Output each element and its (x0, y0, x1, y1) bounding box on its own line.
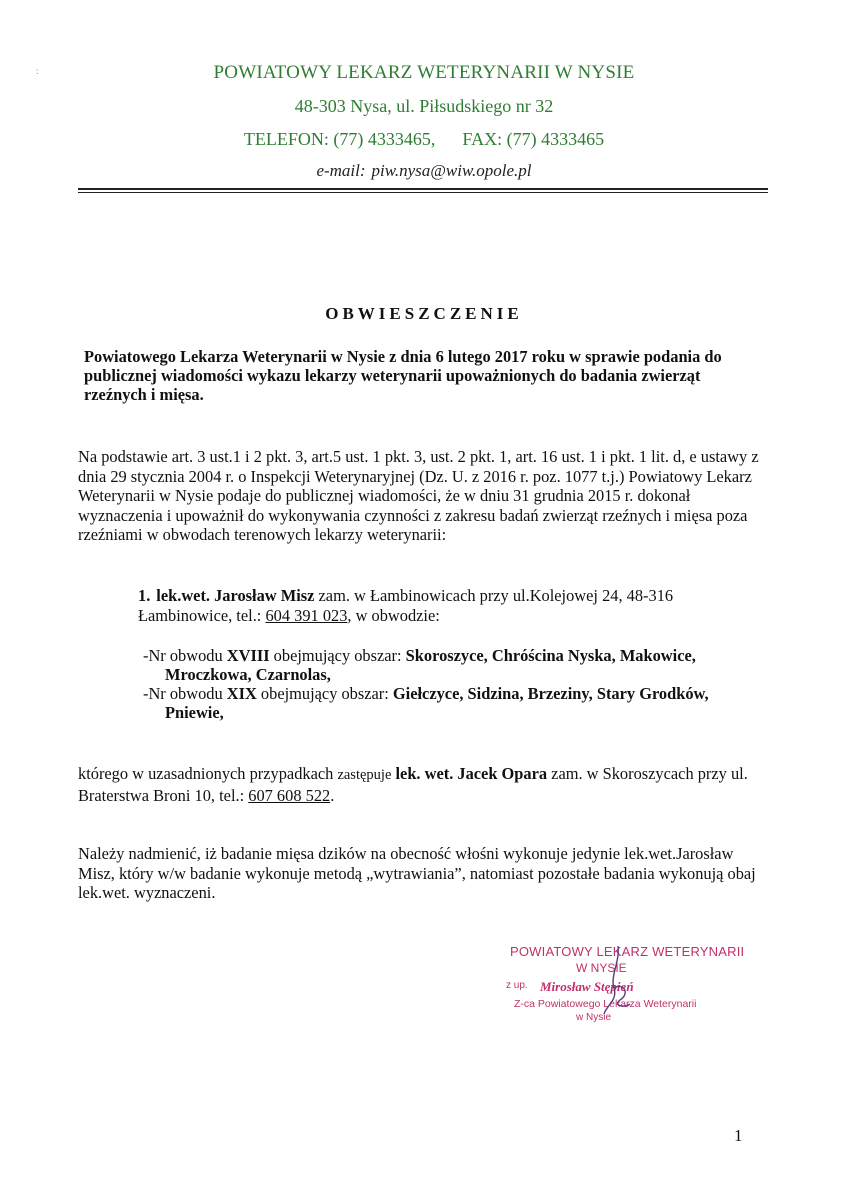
paragraph-substitute: którego w uzasadnionych przypadkach zastępuje lek. wet. Jacek Opara zam. w Skoroszycach przy ul. Braterstwa Broni 10, tel.: 607 608 522. (78, 764, 748, 805)
stamp-prefix: z up. (506, 980, 528, 991)
page-number: 1 (734, 1126, 743, 1145)
paragraph-note: Należy nadmienić, iż badanie mięsa dzików na obecność włośni wykonuje jedynie lek.wet.Jarosław Misz, który w/w badanie wykonuje metodą „wytrawiania”, natomiast pozostałe badania wykonują obaj lek.wet. wyznaczeni. (78, 844, 756, 903)
vet-phone: 604 391 023 (265, 605, 348, 625)
stamp-role: Z-ca Powiatowego Lekarza Weterynarii (514, 998, 697, 1010)
document-title: OBWIESZCZENIE (325, 304, 523, 323)
vet-name: lek.wet. Jarosław Misz (156, 586, 315, 605)
substitute-vet-name: lek. wet. Jacek Opara (391, 764, 548, 783)
district-list (143, 646, 743, 722)
stamp-place: w Nysie (576, 1012, 612, 1023)
letterhead-address: 48-303 Nysa, ul. Piłsudskiego nr 32 (294, 96, 554, 116)
stamp-office: POWIATOWY LEKARZ WETERYNARII (510, 944, 745, 959)
letterhead-rule-thin (78, 192, 768, 193)
letterhead-phone: TELEFON: (77) 4333465, FAX: (77) 4333465 (243, 129, 605, 149)
district-number: XVIII (226, 646, 270, 665)
letterhead-name: POWIATOWY LEKARZ WETERYNARII W NYSIE (213, 62, 635, 83)
district-areas: Skoroszyce, Chróścina Nyska, Makowice, (405, 646, 696, 665)
letterhead-email (0, 161, 848, 181)
list-item-number: 1. (138, 586, 151, 605)
email-label: e-mail: (316, 161, 366, 180)
stamp-city: W NYSIE (576, 961, 627, 975)
district-item: -Nr obwodu XIX obejmujący obszar: Giełczyce, Sidzina, Brzeziny, Stary Grodków, Pniewie, (143, 684, 743, 722)
district-areas-cont: Mroczkowa, Czarnolas, (165, 665, 331, 684)
vet-address: zam. w Łambinowicach przy ul.Kolejowej 24, 48-316 Łambinowice, tel.: (138, 586, 674, 625)
letterhead-rule (78, 188, 768, 190)
document-subject: Powiatowego Lekarza Weterynarii w Nysie z dnia 6 lutego 2017 roku w sprawie podania do publicznej wiadomości wykazu lekarzy weterynarii upoważnionych do badania zwierząt rzeźnych i mięsa. (84, 347, 722, 404)
district-item: -Nr obwodu XVIII obejmujący obszar: Skoroszyce, Chróścina Nyska, Makowice, Mroczkowa, Czarnolas, (143, 646, 743, 684)
district-number: XIX (226, 684, 257, 703)
signature-scribble-icon (590, 942, 650, 1022)
substitute-phone: 607 608 522 (248, 785, 331, 805)
stamp-signer: Mirosław Stępień (540, 979, 634, 994)
district-areas: Giełczyce, Sidzina, Brzeziny, Stary Grodków, (392, 684, 709, 703)
email-address: piw.nysa@wiw.opole.pl (371, 161, 532, 180)
paragraph-legal-basis: Na podstawie art. 3 ust.1 i 2 pkt. 3, art.5 ust. 1 pkt. 3, ust. 2 pkt. 1, art. 16 ust. 1 i pkt. 1 lit. d, e ustawy z dnia 29 stycznia 2004 r. o Inspekcji Weterynaryjnej (Dz. U. z 2016 r. poz. 1077 t.j.) Powiatowy Lekarz Weterynarii w Nysie podaje do publicznej wiadomości, że w dniu 31 grudnia 2015 r. dokonał wyznaczenia i upoważnił do wykonywania czynności z zakresu badań zwierząt rzeźnych i mięsa poza rzeźniami w obwodach terenowych lekarzy weterynarii: (78, 447, 759, 545)
scan-mark: : (36, 66, 39, 76)
list-item-vet-1 (138, 586, 714, 625)
vet-tail: , w obwodzie: (347, 605, 440, 625)
district-areas-cont: Pniewie, (165, 703, 224, 722)
